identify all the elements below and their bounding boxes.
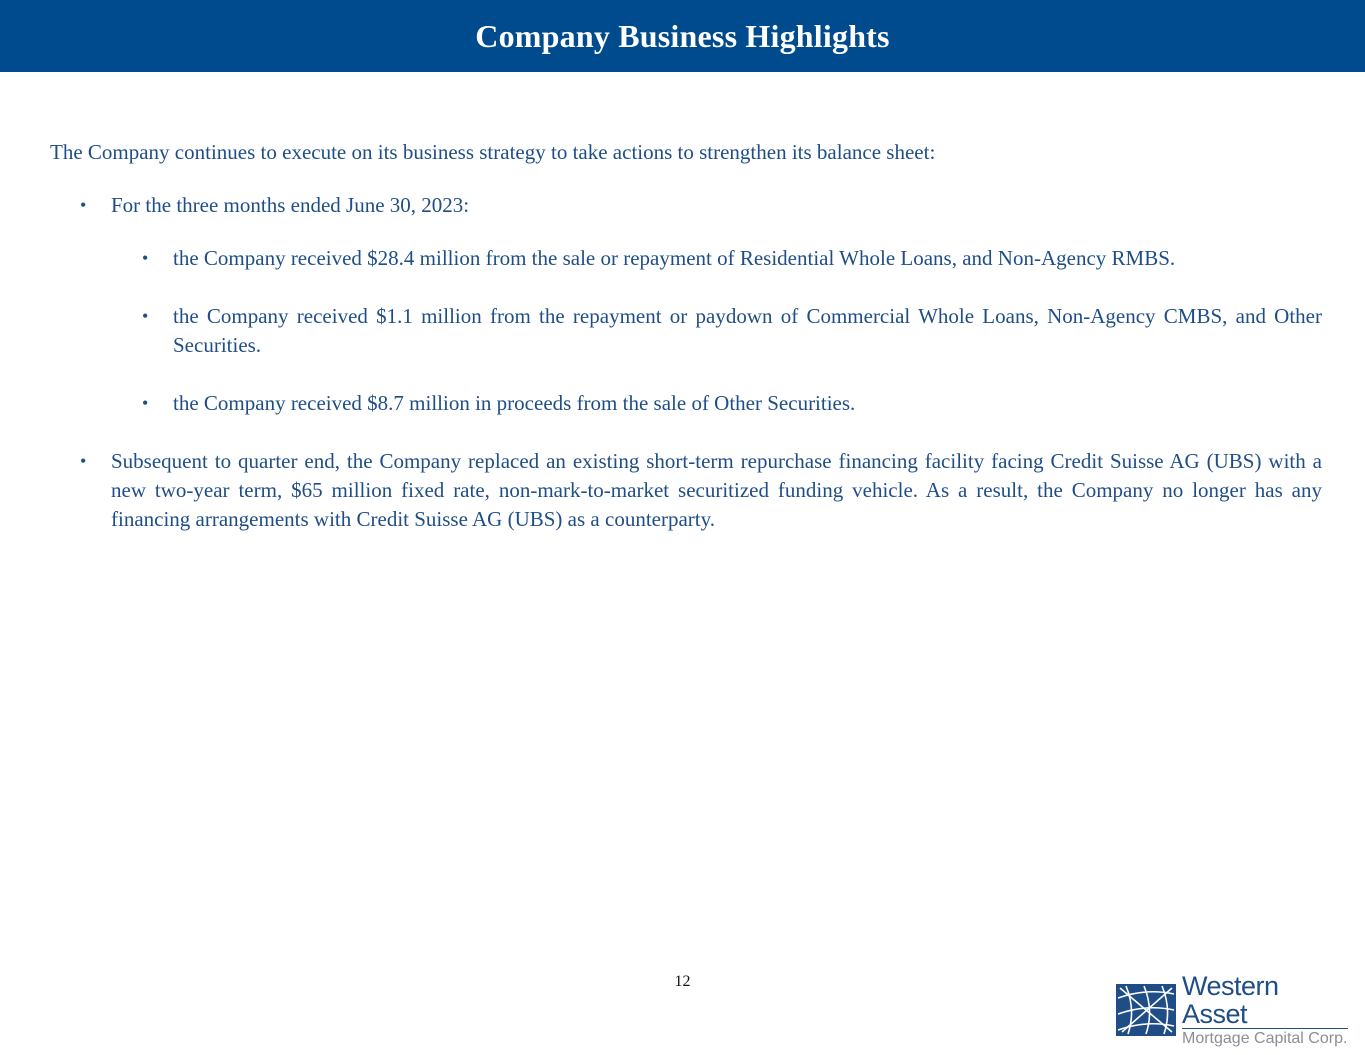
page-title: Company Business Highlights: [475, 17, 890, 54]
globe-grid-icon: [1116, 984, 1176, 1036]
bullet-text: For the three months ended June 30, 2023:: [111, 193, 470, 217]
logo-text: [1182, 972, 1348, 1049]
sub-list-item: [50, 302, 1322, 360]
page-number: 12: [674, 973, 691, 990]
logo-name: Western Asset: [1182, 972, 1348, 1029]
sub-list-item: [50, 389, 1322, 418]
bullet-text: Subsequent to quarter end, the Company replaced an existing short-term repurchase financing facility facing Credit Suisse AG (UBS) with a new two-year term, $65 million fixed rate, non-mark-to-market securitized funding vehicle. As a result, the Company no longer has any financing arrangements with Credit Suisse AG (UBS) as a counterparty.: [111, 449, 1322, 531]
bullet-icon: •: [80, 451, 87, 471]
bullet-icon: •: [80, 195, 87, 215]
highlights-content: [50, 138, 1322, 534]
title-bar: [0, 0, 1365, 72]
bullet-icon: •: [142, 393, 149, 413]
list-item: [50, 447, 1322, 534]
sub-list-item: [50, 244, 1322, 273]
bullet-icon: •: [142, 306, 149, 326]
sub-bullet-text: the Company received $8.7 million in proceeds from the sale of Other Securities.: [173, 391, 856, 415]
logo-subtitle: Mortgage Capital Corp.: [1182, 1029, 1348, 1047]
sub-bullet-text: the Company received $28.4 million from the sale or repayment of Residential Whole Loans, and Non-Agency RMBS.: [173, 246, 1176, 270]
bullet-icon: •: [142, 248, 149, 268]
list-item: [50, 191, 1322, 220]
sub-bullet-text: the Company received $1.1 million from the repayment or paydown of Commercial Whole Loans, Non-Agency CMBS, and Other Securities.: [173, 304, 1322, 357]
intro-text: The Company continues to execute on its business strategy to take actions to strengthen its balance sheet:: [50, 140, 936, 164]
company-logo: [1116, 970, 1348, 1047]
